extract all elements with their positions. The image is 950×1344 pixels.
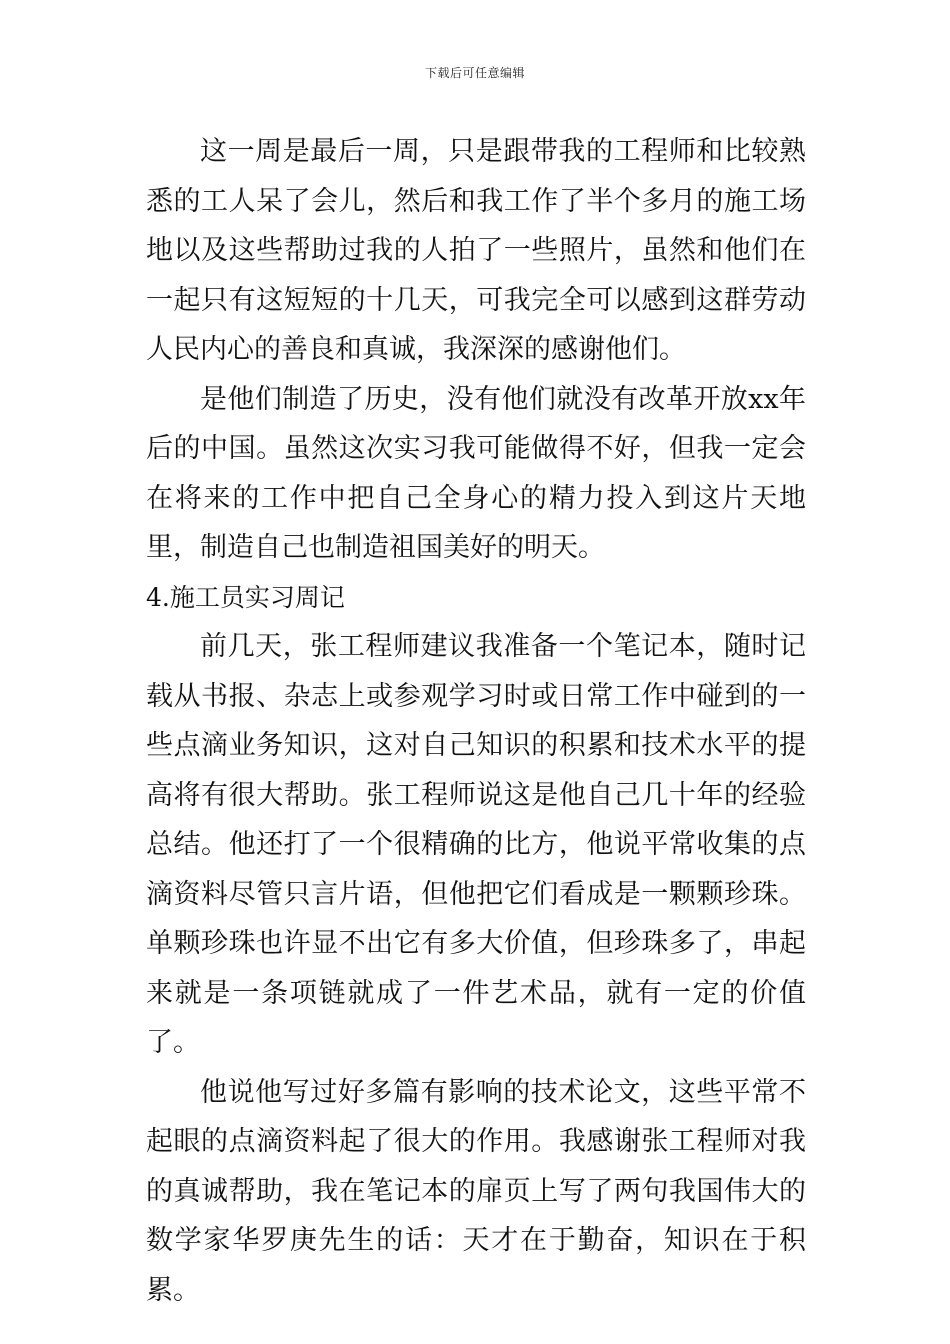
section-heading: 4.施工员实习周记 bbox=[146, 582, 345, 612]
header-note: 下载后可任意编辑 bbox=[424, 66, 525, 80]
paragraph-notebook-advice: 前几天，张工程师建议我准备一个笔记本，随时记载从书报、杂志上或参观学习时或日常工作中碰到的一些点滴业务知识，这对自己知识的积累和技术水平的提高将有很大帮助。张工程师说这是他自己几十年的经验总结。他还打了一个很精确的比方，他说平常收集的点滴资料尽管只言片语，但他把它们看成是一颗颗珍珠。单颗珍珠也许显不出它有多大价值，但珍珠多了，串起来就是一条项链就成了一件艺术品，就有一定的价值了。 bbox=[146, 631, 806, 1058]
document-body bbox=[146, 127, 806, 1315]
paragraph-gratitude: 他说他写过好多篇有影响的技术论文，这些平常不起眼的点滴资料起了很大的作用。我感谢张工程师对我的真诚帮助，我在笔记本的扉页上写了两句我国伟大的数学家华罗庚先生的话：天才在于勤奋，知识在于积累。 bbox=[146, 1076, 806, 1306]
paragraph-history: 是他们制造了历史，没有他们就没有改革开放xx年后的中国。虽然这次实习我可能做得不好，但我一定会在将来的工作中把自己全身心的精力投入到这片天地里，制造自己也制造祖国美好的明天。 bbox=[146, 383, 806, 563]
paragraph-last-week: 这一周是最后一周，只是跟带我的工程师和比较熟悉的工人呆了会儿，然后和我工作了半个多月的施工场地以及这些帮助过我的人拍了一些照片，虽然和他们在一起只有这短短的十几天，可我完全可以感到这群劳动人民内心的善良和真诚，我深深的感谢他们。 bbox=[146, 136, 806, 365]
